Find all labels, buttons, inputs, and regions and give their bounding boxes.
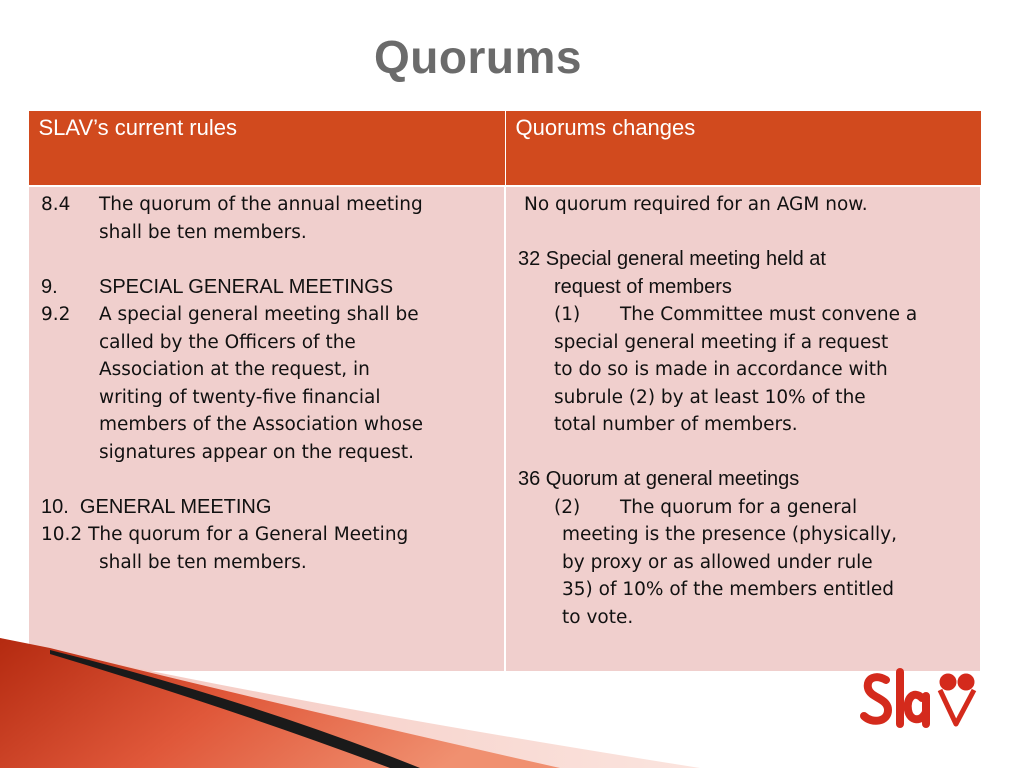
current-rules-cell — [28, 186, 505, 672]
rule-text: called by the Officers of the — [99, 331, 356, 353]
change-text: by proxy or as allowed under rule — [562, 551, 873, 573]
rule-text: The quorum of the annual meeting — [99, 194, 423, 215]
rule-text: signatures appear on the request. — [99, 441, 415, 463]
subrule-number: (2) — [554, 496, 581, 518]
section-number: 9. — [41, 275, 58, 298]
slav-logo — [860, 668, 980, 730]
change-text: total number of members. — [554, 414, 798, 435]
rule-text: Association at the request, in — [99, 359, 370, 380]
rule-text: A special general meeting shall be — [99, 304, 419, 325]
change-text: 35) of 10% of the members entitled — [562, 579, 894, 600]
rule-number: 9.2 — [41, 304, 71, 325]
subrule-line — [518, 301, 968, 329]
section-heading: request of members — [554, 275, 732, 298]
section-heading: 36 Quorum at general meetings — [518, 468, 800, 490]
change-text: No quorum required for an AGM now. — [524, 194, 868, 215]
rule-text: shall be ten members. — [99, 221, 307, 243]
change-text: special general meeting if a request — [554, 331, 889, 353]
decorative-swoosh — [0, 638, 700, 768]
table-body-row — [28, 186, 981, 672]
slide-title-text: Quorums — [374, 31, 582, 83]
rule-number: 8.4 — [41, 194, 71, 215]
header-quorum-changes: Quorums changes — [505, 111, 981, 187]
change-text: The Committee must convene a — [620, 304, 918, 325]
section-heading — [41, 274, 492, 302]
rule-text: members of the Association whose — [99, 414, 424, 435]
slide-title — [0, 30, 1000, 84]
subrule-number: (1) — [554, 304, 581, 325]
quorum-changes-cell — [505, 186, 981, 672]
change-text: meeting is the presence (physically, — [562, 524, 897, 545]
change-text: to vote. — [562, 606, 634, 628]
change-text: to do so is made in accordance with — [554, 359, 888, 380]
rule-text: shall be ten members. — [99, 551, 307, 573]
section-title: SPECIAL GENERAL MEETINGS — [99, 275, 394, 298]
table-header-row — [28, 111, 981, 187]
section-heading: 10. GENERAL MEETING — [41, 495, 272, 518]
comparison-table — [27, 110, 982, 673]
rule-text: writing of twenty-five financial — [99, 386, 381, 408]
header-current-rules: SLAV’s current rules — [28, 111, 505, 187]
subrule-line — [518, 494, 968, 522]
rule-text: 10.2 The quorum for a General Meeting — [41, 524, 409, 545]
rule-8-4-line — [41, 191, 492, 219]
rule-9-2-line — [41, 301, 492, 329]
change-text: subrule (2) by at least 10% of the — [554, 386, 866, 408]
section-heading: 32 Special general meeting held at — [518, 248, 826, 270]
change-text: The quorum for a general — [620, 496, 858, 518]
